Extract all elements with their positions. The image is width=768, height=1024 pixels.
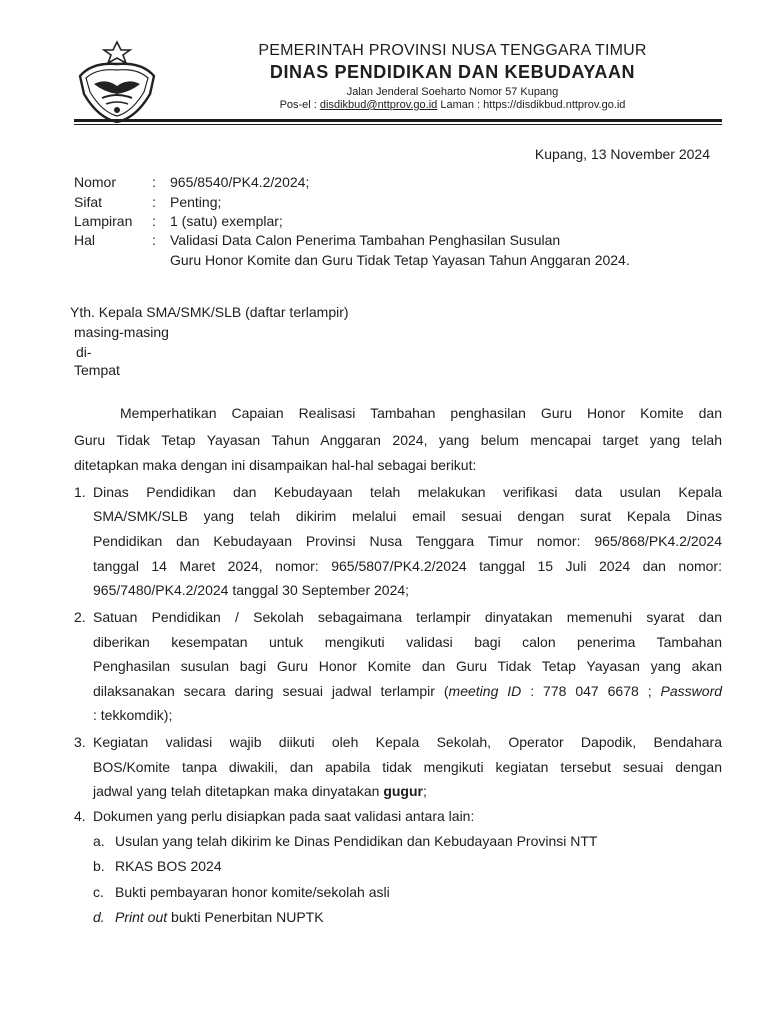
email-link[interactable]: disdikbud@nttprov.go.id	[319, 99, 438, 111]
item-number: 4.	[74, 808, 86, 824]
addressee-line: di-	[76, 344, 92, 360]
item-line: Dokumen yang perlu disiapkan pada saat validasi antara lain:	[93, 808, 475, 824]
email-label: Pos-el :	[279, 99, 320, 111]
subitem-text: RKAS BOS 2024	[115, 858, 222, 874]
meta-colon: :	[152, 213, 156, 229]
gugur-emphasis: gugur	[383, 783, 423, 799]
subitem-text: Bukti pembayaran honor komite/sekolah asli	[115, 884, 390, 900]
item-line: Kegiatan validasi wajib diikuti oleh Kepala Sekolah, Operator Dapodik, Bendahara	[93, 734, 722, 750]
item-line-meeting	[93, 683, 722, 699]
addressee-line: Tempat	[74, 362, 120, 378]
item-line: : tekkomdik);	[93, 707, 173, 723]
website-text: Laman : https://disdikbud.nttprov.go.id	[437, 99, 626, 111]
item-line: SMA/SMK/SLB yang telah dikirim melalui email sesuai dengan surat Kepala Dinas	[93, 508, 722, 524]
item-line: Penghasilan susulan bagi Guru Honor Komite dan Guru Tidak Tetap Yayasan yang akan	[93, 658, 722, 674]
item-line: Satuan Pendidikan / Sekolah sebagaimana terlampir dinyatakan memenuhi syarat dan	[93, 609, 722, 625]
meta-key: Lampiran	[74, 213, 133, 229]
item-text: dilaksanakan secara daring sesuai jadwal terlampir (	[93, 683, 449, 699]
item-line: tanggal 14 Maret 2024, nomor: 965/5807/PK4.2/2024 tanggal 15 Juli 2024 dan nomor:	[93, 558, 722, 574]
meta-value: 965/8540/PK4.2/2024;	[170, 174, 310, 190]
item-text: : 778 047 6678 ;	[521, 683, 661, 699]
addressee-line: masing-masing	[74, 324, 169, 340]
letterhead-thin-rule	[74, 124, 722, 125]
item-line-gugur	[93, 783, 722, 799]
item-line: Dinas Pendidikan dan Kebudayaan telah melakukan verifikasi data usulan Kepala	[93, 484, 722, 500]
subitem-letter-d: d.	[93, 909, 105, 925]
meta-value: 1 (satu) exemplar;	[170, 213, 283, 229]
subitem-text: Usulan yang telah dikirim ke Dinas Pendidikan dan Kebudayaan Provinsi NTT	[115, 833, 598, 849]
password-label: Password	[660, 683, 723, 699]
item-text: ;	[422, 783, 427, 799]
subitem-letter: b.	[93, 858, 105, 874]
meta-colon: :	[152, 174, 156, 190]
item-line: diberikan kesempatan untuk mengikuti validasi bagi calon penerima Tambahan	[93, 634, 722, 650]
meta-key: Nomor	[74, 174, 117, 190]
item-line: Pendidikan dan Kebudayaan Provinsi Nusa Tenggara Timur nomor: 965/868/PK4.2/2024	[93, 533, 722, 549]
meeting-id-label: meeting ID	[448, 683, 522, 699]
department-name: DINAS PENDIDIKAN DAN KEBUDAYAAN	[269, 62, 636, 82]
subitem-letter: c.	[93, 884, 104, 900]
government-name: PEMERINTAH PROVINSI NUSA TENGGARA TIMUR	[258, 42, 647, 59]
office-contact	[180, 99, 725, 111]
print-out-italic: Print out	[115, 909, 168, 925]
meta-value: Validasi Data Calon Penerima Tambahan Penghasilan Susulan	[170, 232, 561, 248]
subitem-letter: a.	[93, 833, 105, 849]
subitem-letter	[93, 909, 105, 925]
meta-value: Penting;	[170, 194, 222, 210]
item-number: 2.	[74, 609, 86, 625]
opening-line: Guru Tidak Tetap Yayasan Tahun Anggaran 2024, yang belum mencapai target yang telah	[74, 432, 722, 448]
item-number: 3.	[74, 734, 86, 750]
province-emblem-logo	[72, 36, 162, 126]
meta-colon: :	[152, 194, 156, 210]
addressee-line: Yth. Kepala SMA/SMK/SLB (daftar terlampir)	[70, 304, 349, 320]
letter-date: Kupang, 13 November 2024	[534, 146, 710, 162]
office-address: Jalan Jenderal Soeharto Nomor 57 Kupang	[346, 86, 559, 98]
item-line: BOS/Komite tanpa diwakili, dan apabila tidak mengikuti kegiatan tersebut sesuai dengan	[93, 759, 722, 775]
opening-line: Memperhatikan Capaian Realisasi Tambahan penghasilan Guru Honor Komite dan	[120, 405, 722, 421]
item-text: jadwal yang telah ditetapkan maka dinyatakan	[93, 783, 384, 799]
meta-colon: :	[152, 232, 156, 248]
opening-line: ditetapkan maka dengan ini disampaikan hal-hal sebagai berikut:	[74, 457, 477, 473]
item-number: 1.	[74, 484, 86, 500]
item-line: 965/7480/PK4.2/2024 tanggal 30 September 2024;	[93, 582, 410, 598]
meta-key: Hal	[74, 232, 96, 248]
subitem-text: bukti Penerbitan NUPTK	[167, 909, 324, 925]
letterhead-thick-rule	[74, 119, 722, 122]
subitem-text-nuptk	[115, 909, 324, 925]
subject-line-2: Guru Honor Komite dan Guru Tidak Tetap Yayasan Tahun Anggaran 2024.	[170, 252, 630, 268]
meta-key: Sifat	[74, 194, 103, 210]
